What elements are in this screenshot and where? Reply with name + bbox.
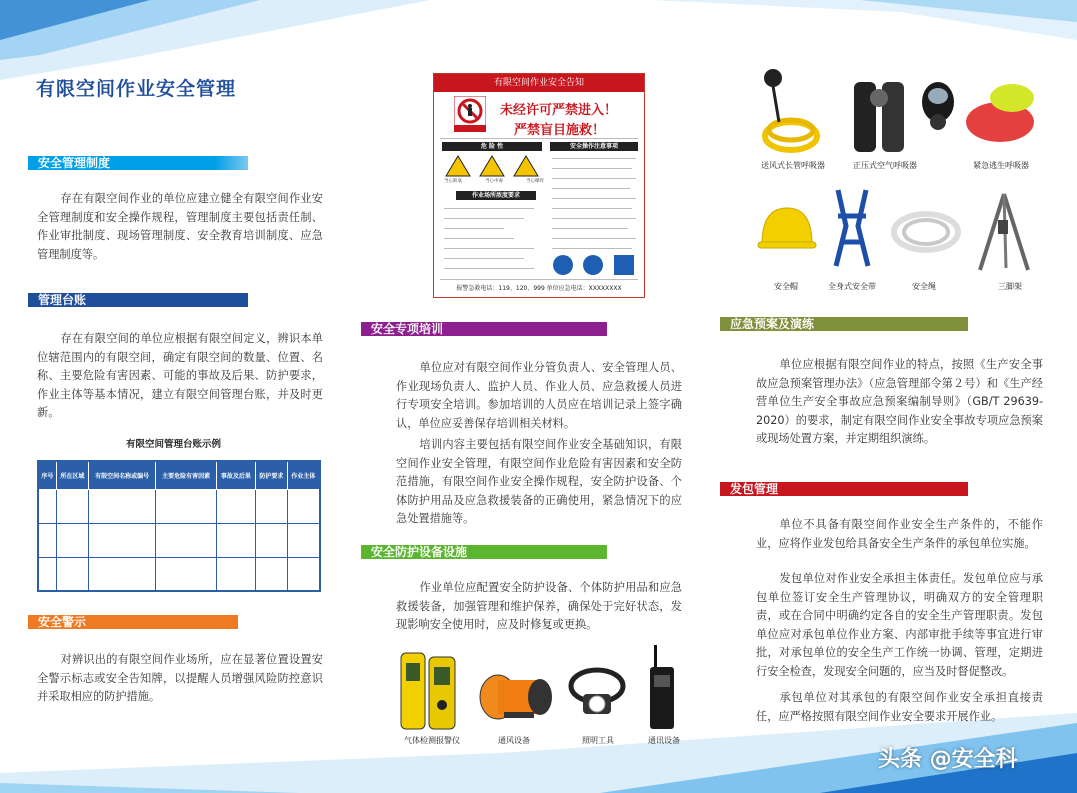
escape-breathing-apparatus-icon: [962, 82, 1038, 144]
contracting-text-1: 单位不具备有限空间作业安全生产条件的，不能作业，应将作业发包给具备安全生产条件的承包单位实施。: [756, 518, 1043, 550]
emergency-plan-text: 单位应根据有限空间作业的特点，按照《生产安全事故应急预案管理办法》（应急管理部令第２号）和《生产经营单位生产安全事故应急预案编制导则》（GB/T 29639-2020）的要求，制定有限空间作业安全事故专项应急预案或现场处置方案，并定期组织演练。: [756, 358, 1043, 446]
ledger-header-cell: 序号: [38, 461, 56, 489]
poster-hazard-title: 危 险 性: [442, 142, 542, 151]
airline-respirator-icon: [755, 66, 821, 158]
poster-concentration-title: 作业场所浓度要求: [456, 191, 536, 200]
poster-warning-line1: 未经许可严禁进入！: [500, 103, 618, 118]
contracting-text-3: 承包单位对其承包的有限空间作业安全承担直接责任，应严格按照有限空间作业安全要求开展作业。: [756, 691, 1043, 723]
scba-icon: [848, 78, 912, 160]
management-system-text: 存在有限空间作业的单位应建立健全有限空间作业安全管理制度和安全操作规程，管理制度主要包括责任制、作业审批制度、现场管理制度、安全教育培训制度、应急管理制度等。: [37, 192, 323, 261]
page-title: 有限空间作业安全管理: [36, 78, 237, 100]
ledger-header-cell: 作业主体: [287, 461, 320, 489]
section-title-management-system: 安全管理制度: [28, 156, 248, 170]
ventilation-fan-icon: [476, 672, 556, 722]
ledger-header-cell: 事故及后果: [216, 461, 255, 489]
equipment-caption: 通风设备: [498, 736, 530, 745]
gas-detector-icon: [398, 643, 458, 735]
gas-mask-icon: [918, 78, 958, 134]
contracting-text-2: 发包单位对作业安全承担主体责任。发包单位应与承包单位签订安全生产管理协议，明确双方的安全管理职责，或在合同中明确约定各自的安全生产管理职责。发包单位应对承包单位作业方案、内部审批手续等事宜进行审批，对承包单位的安全生产工作统一协调、管理，定期进行安全检查，发现安全问题的，应当及时督促整改。: [756, 572, 1043, 678]
section-title-contracting: 发包管理: [720, 482, 968, 496]
table-row: [38, 489, 320, 523]
mandatory-sign-icons: [552, 254, 638, 276]
hazard-label: 当心爆炸: [526, 179, 544, 184]
ledger-header-cell: 防护要求: [255, 461, 287, 489]
poster-warning-line2: 严禁盲目施救！: [514, 123, 606, 138]
warning-text: 对辨识出的有限空间作业场所，应在显著位置设置安全警示标志或安全告知牌，以提醒人员增强风险防控意识并采取相应的防护措施。: [37, 653, 323, 704]
gear-caption: 紧急逃生呼吸器: [973, 161, 1029, 170]
poster-ops-title: 安全操作注意事项: [550, 142, 638, 151]
protective-equipment-text: 作业单位应配置安全防护设备、个体防护用品和应急救援装备，加强管理和维护保养，确保处于完好状态，发现影响安全使用时，应及时修复或更换。: [396, 581, 682, 632]
equipment-caption: 通讯设备: [648, 736, 680, 745]
section-title-protective-equipment: 安全防护设备设施: [361, 545, 607, 559]
watermark-text: 头条 @安全科: [878, 747, 1018, 772]
ledger-header-cell: 主要危险有害因素: [156, 461, 216, 489]
ledger-table: [37, 460, 321, 592]
hazard-label: 当心中毒: [485, 179, 503, 184]
top-wave-decoration: [0, 0, 1077, 80]
headlamp-icon: [566, 664, 628, 724]
equipment-caption: 照明工具: [582, 736, 614, 745]
ledger-text: 存在有限空间的单位应根据有限空间定义，辨识本单位辖范围内的有限空间，确定有限空间的数量、位置、名称、主要危险有害因素、可能的事故及后果、防护要求，作业主体等基本情况，建立有限空间管理台账，并及时更新。: [37, 332, 323, 420]
ledger-table-title: 有限空间管理台账示例: [126, 439, 222, 450]
equipment-caption: 气体检测报警仪: [404, 736, 460, 745]
gear-caption: 安全帽: [774, 282, 798, 291]
section-title-warning: 安全警示: [28, 615, 238, 629]
no-entry-icon: [454, 96, 486, 132]
gear-caption: 送风式长管呼吸器: [761, 161, 825, 170]
ledger-header-row: [38, 461, 320, 489]
section-title-ledger: 管理台账: [28, 293, 248, 307]
section-title-emergency-plan: 应急预案及演练: [720, 317, 968, 331]
gear-caption: 三脚架: [998, 282, 1022, 291]
poster-footer: 报警急救电话：119、120、999 单位应急电话：XXXXXXXX: [456, 285, 622, 292]
training-text-1: 单位应对有限空间作业分管负责人、安全管理人员、作业现场负责人、监护人员、作业人员、应急救援人员进行专项安全培训。参加培训的人员应在培训记录上签字确认，单位应妥善保存培训相关材料。: [396, 361, 682, 430]
walkie-talkie-icon: [648, 645, 676, 730]
ledger-header-cell: 有限空间名称或编号: [88, 461, 156, 489]
full-body-harness-icon: [826, 186, 878, 270]
safety-notice-poster: [433, 73, 645, 298]
hazard-label: 当心缺氧: [444, 179, 462, 184]
gear-caption: 全身式安全带: [828, 282, 876, 291]
safety-rope-icon: [890, 206, 962, 256]
table-row: [38, 523, 320, 557]
training-text-2: 培训内容主要包括有限空间作业安全基础知识，有限空间作业安全管理，有限空间作业危险有害因素和安全防范措施，有限空间作业安全操作规程，安全防护设备、个体防护用品及应急救援装备的正确使用，紧急情况下的应急处置措施等。: [396, 438, 682, 526]
tripod-icon: [976, 190, 1032, 272]
table-row: [38, 557, 320, 591]
poster-header: 有限空间作业安全告知: [434, 74, 644, 92]
safety-helmet-icon: [756, 200, 818, 258]
gear-caption: 安全绳: [912, 282, 936, 291]
gear-caption: 正压式空气呼吸器: [853, 161, 917, 170]
section-title-training: 安全专项培训: [361, 322, 607, 336]
ledger-header-cell: 所在区域: [56, 461, 88, 489]
